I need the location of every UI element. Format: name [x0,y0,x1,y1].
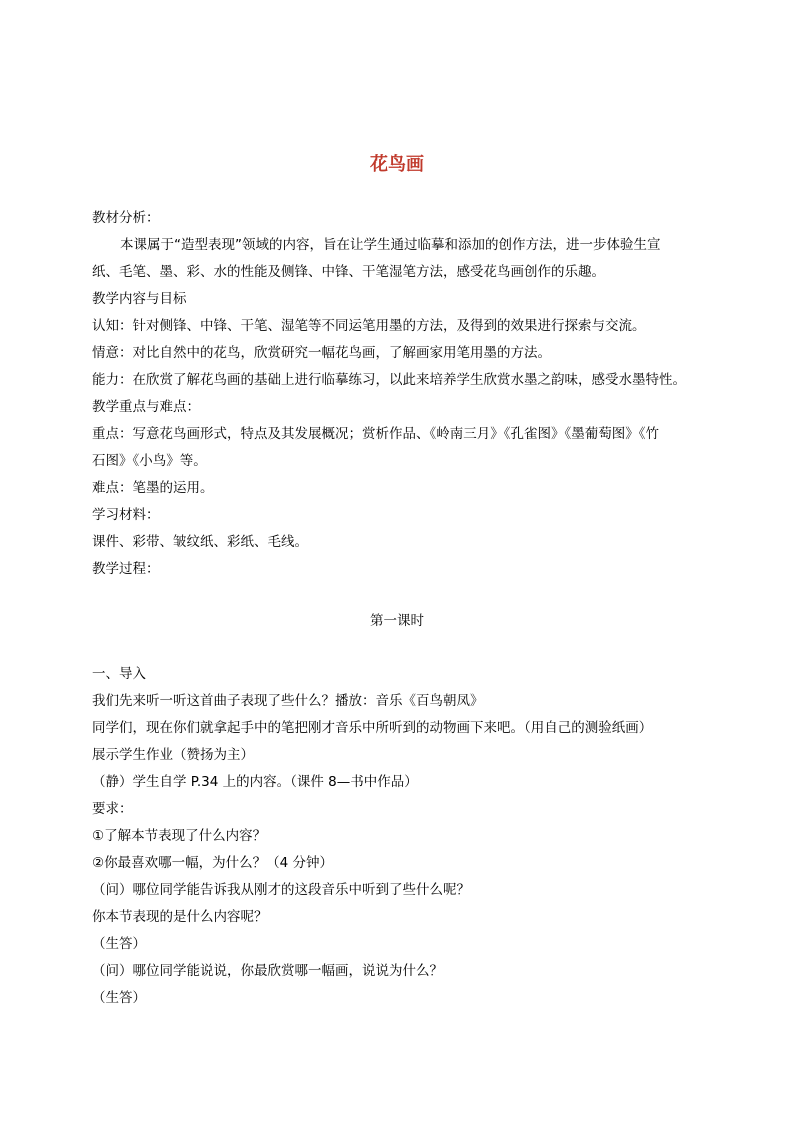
list-item: ②你最喜欢哪一幅，为什么？（4 分钟） [92,855,333,871]
paragraph-line: 我们先来听一听这首曲子表现了些什么？播放：音乐《百鸟朝凤》 [92,693,484,709]
paragraph-line: （问）哪位同学能说说，你最欣赏哪一幅画，说说为什么？ [92,963,443,979]
section-heading-introduction: 一、导入 [92,666,146,682]
document-title: 花鸟画 [370,154,424,175]
paragraph-line: 展示学生作业（赞扬为主） [92,747,254,763]
list-item: ①了解本节表现了什么内容？ [92,828,267,844]
paragraph-line: 你本节表现的是什么内容呢？ [92,909,268,925]
paragraph-line: 认知：针对侧锋、中锋、干笔、湿笔等不同运笔用墨的方法，及得到的效果进行探索与交流。 [92,318,646,334]
paragraph-line: 石图》《小鸟》等。 [92,453,207,469]
paragraph-line: 能力：在欣赏了解花鸟画的基础上进行临摹练习，以此来培养学生欣赏水墨之韵味，感受水墨特性。 [92,372,686,388]
paragraph-line: 重点：写意花鸟画形式，特点及其发展概况；赏析作品、《岭南三月》《孔雀图》《墨葡萄图》《竹 [92,426,659,442]
paragraph-line: （生答） [92,936,146,952]
paragraph-line: （生答） [92,990,146,1006]
section-heading-textbook-analysis: 教材分析： [92,210,160,226]
paragraph-line: 课件、彩带、皱纹纸、彩纸、毛线。 [92,534,308,550]
paragraph-line: 情意：对比自然中的花鸟，欣赏研究一幅花鸟画，了解画家用笔用墨的方法。 [92,345,551,361]
paragraph-line: 同学们，现在你们就拿起手中的笔把刚才音乐中所听到的动物画下来吧。（用自己的测验纸画） [92,720,653,736]
paragraph-line: 本课属于“造型表现”领域的内容，旨在让学生通过临摹和添加的创作方法，进一步体验生宣 [120,237,661,253]
paragraph-line: （静）学生自学 P.34 上的内容。（课件 8—书中作品） [92,774,418,790]
section-heading-materials: 学习材料： [92,507,160,523]
paragraph-line: 难点：笔墨的运用。 [92,480,214,496]
section-heading-process: 教学过程： [92,561,160,577]
paragraph-line: （问）哪位同学能告诉我从刚才的这段音乐中听到了些什么呢？ [92,882,470,898]
lesson-period-heading: 第一课时 [370,613,424,629]
paragraph-line: 要求： [92,801,133,817]
paragraph-line: 纸、毛笔、墨、彩、水的性能及侧锋、中锋、干笔湿笔方法，感受花鸟画创作的乐趣。 [92,264,605,280]
section-heading-content-goals: 教学内容与目标 [92,291,187,307]
section-heading-key-points: 教学重点与难点： [92,399,200,415]
